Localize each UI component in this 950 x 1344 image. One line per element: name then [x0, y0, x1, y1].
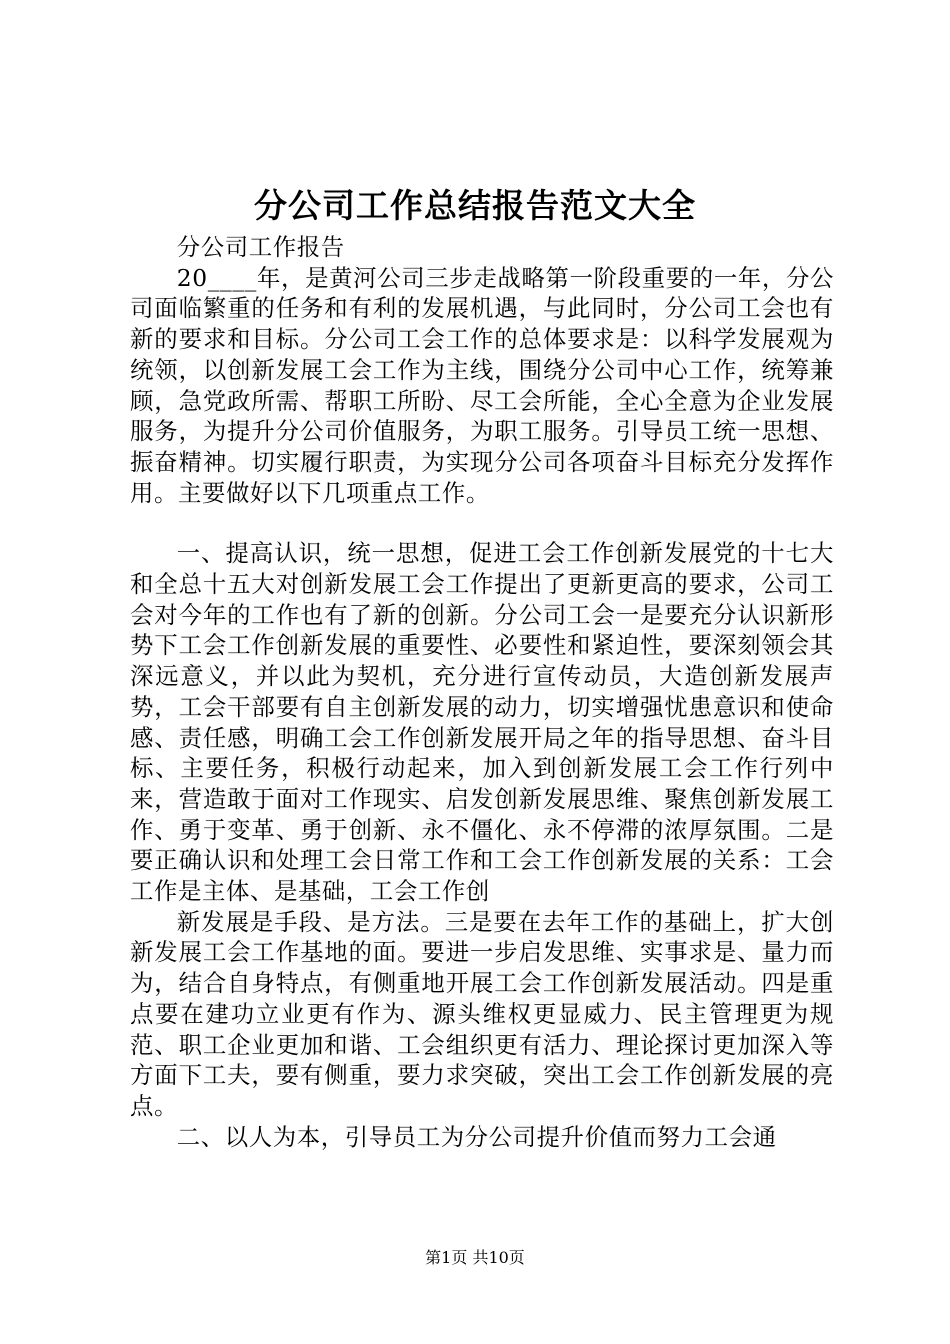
- paragraph-section-two: 二、以人为本，引导员工为分公司提升价值而努力工会通: [176, 1122, 777, 1151]
- page-number-footer: 第1页 共10页: [425, 1248, 525, 1267]
- paragraph-section-one-continued: 新发展是手段、是方法。三是要在去年工作的基础上，扩大创新发展工会工作基地的面。要进一步启发思维、实事求是、量力而为，结合自身特点，有侧重地开展工会工作创新发展活动。四是重点要在建功立业更有作为、源头维权更显威力、民主管理更为规范、职工企业更加和谐、工会组织更有活力、理论探讨更加深入等方面下工夫，要有侧重，要力求突破，突出工会工作创新发展的亮点。: [130, 907, 834, 1120]
- paragraph-subtitle: 分公司工作报告: [176, 233, 345, 261]
- paragraph-intro: 20____年，是黄河公司三步走战略第一阶段重要的一年，分公司面临繁重的任务和有利的发展机遇，与此同时，分公司工会也有新的要求和目标。分公司工会工作的总体要求是：以科学发展观为统领，以创新发展工会工作为主线，围绕分公司中心工作，统筹兼顾，急党政所需、帮职工所盼、尽工会所能，全心全意为企业发展服务，为提升分公司价值服务，为职工服务。引导员工统一思想、振奋精神。切实履行职责，为实现分公司各项奋斗目标充分发挥作用。主要做好以下几项重点工作。: [130, 263, 834, 507]
- document-body: [130, 232, 834, 1152]
- paragraph-section-one: 一、提高认识，统一思想，促进工会工作创新发展党的十七大和全总十五大对创新发展工会工作提出了更新更高的要求，公司工会对今年的工作也有了新的创新。分公司工会一是要充分认识新形势下工会工作创新发展的重要性、必要性和紧迫性，要深刻领会其深远意义，并以此为契机，充分进行宣传动员，大造创新发展声势，工会干部要有自主创新发展的动力，切实增强忧患意识和使命感、责任感，明确工会工作创新发展开局之年的指导思想、奋斗目标、主要任务，积极行动起来，加入到创新发展工会工作行列中来，营造敢于面对工作现实、启发创新发展思维、聚焦创新发展工作、勇于变革、勇于创新、永不僵化、永不停滞的浓厚氛围。二是要正确认识和处理工会日常工作和工会工作创新发展的关系：工会工作是主体、是基础，工会工作创: [130, 539, 834, 906]
- document-title: 分公司工作总结报告范文大全: [254, 186, 696, 225]
